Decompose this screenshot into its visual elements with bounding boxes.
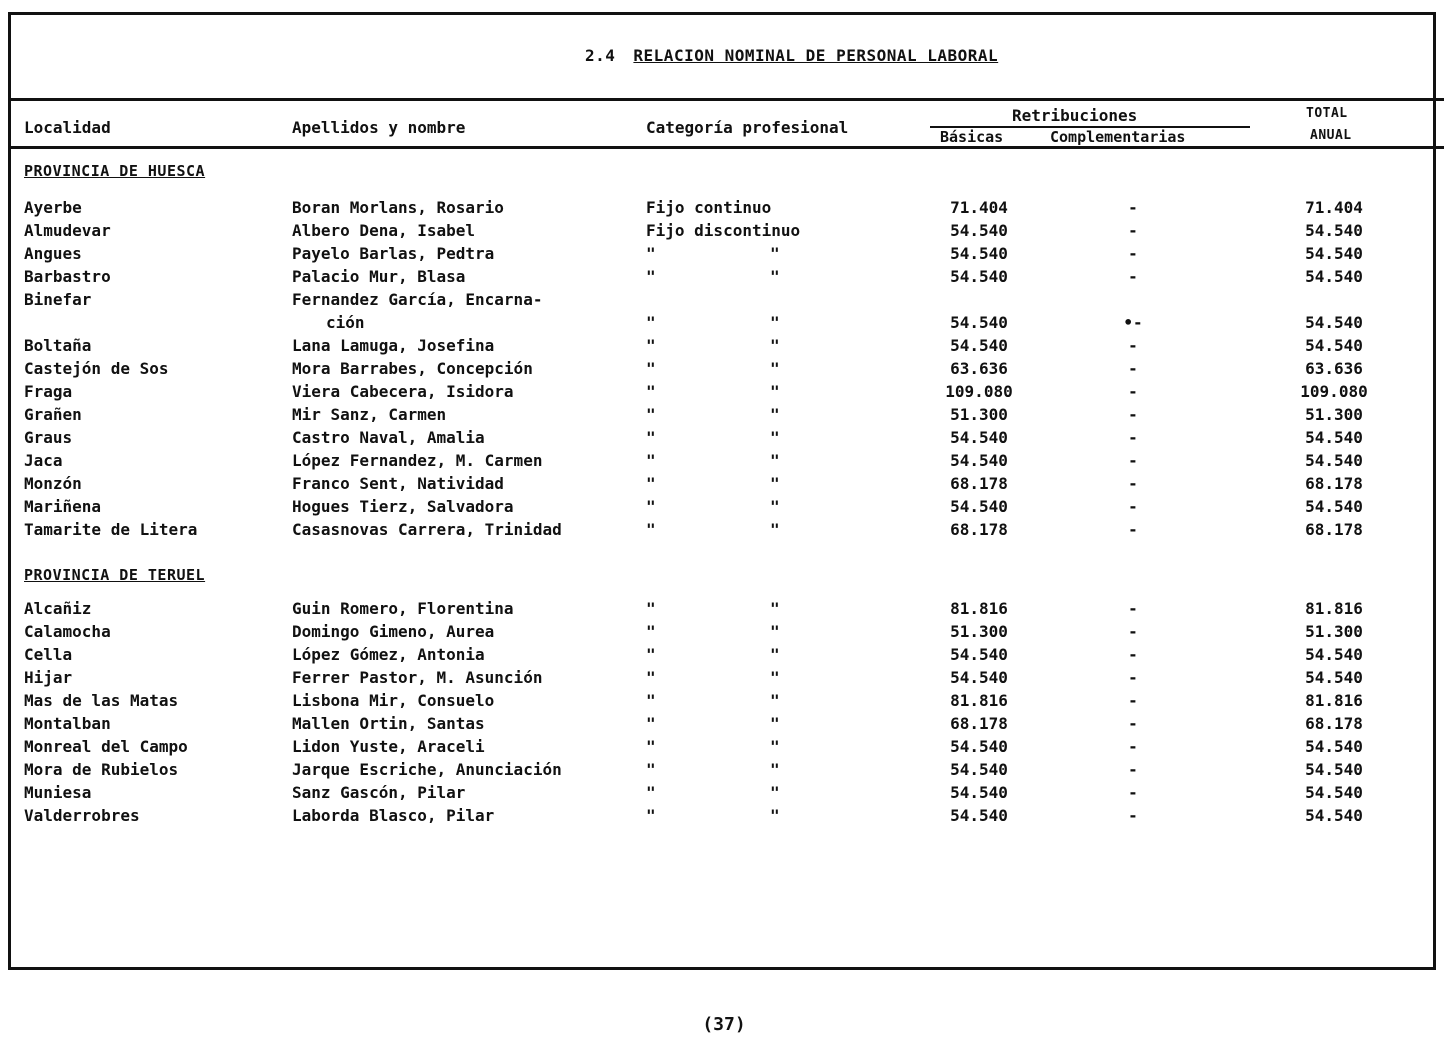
cell-categoria-ditto: " [770, 622, 780, 641]
section-number: 2.4 [585, 46, 616, 65]
cell-complementarias: - [1128, 497, 1138, 516]
cell-basicas: 54.540 [950, 221, 1008, 240]
cell-localidad: Boltaña [24, 336, 92, 355]
table-row [0, 474, 1448, 497]
cell-complementarias: - [1128, 622, 1138, 641]
page-number: (37) [702, 1014, 746, 1035]
cell-nombre: ción [326, 313, 365, 332]
cell-nombre: Payelo Barlas, Pedtra [292, 244, 495, 263]
cell-localidad: Grañen [24, 405, 82, 424]
cell-total: 54.540 [1305, 497, 1363, 516]
cell-categoria: " [646, 336, 656, 355]
cell-basicas: 54.540 [950, 645, 1008, 664]
cell-localidad: Alcañiz [24, 599, 92, 618]
cell-complementarias: - [1128, 520, 1138, 539]
cell-categoria: " [646, 313, 656, 332]
cell-categoria-ditto: " [770, 336, 780, 355]
cell-categoria: " [646, 691, 656, 710]
table-row [0, 267, 1448, 290]
cell-categoria: " [646, 668, 656, 687]
title-text: RELACION NOMINAL DE PERSONAL LABORAL [633, 46, 999, 65]
table-row [0, 221, 1448, 244]
cell-categoria: Fijo continuo [646, 198, 772, 217]
cell-categoria: " [646, 474, 656, 493]
header-bottom-rule [8, 146, 1444, 149]
cell-categoria: Fijo discontinuo [646, 221, 801, 240]
cell-complementarias: - [1128, 244, 1138, 263]
cell-basicas: 54.540 [950, 668, 1008, 687]
cell-complementarias: - [1128, 198, 1138, 217]
cell-nombre: Casasnovas Carrera, Trinidad [292, 520, 562, 539]
cell-total: 54.540 [1305, 451, 1363, 470]
cell-categoria-ditto: " [770, 451, 780, 470]
cell-complementarias: - [1128, 668, 1138, 687]
table-row [0, 290, 1448, 313]
cell-localidad: Monreal del Campo [24, 737, 188, 756]
cell-nombre: Albero Dena, Isabel [292, 221, 476, 240]
header-total: TOTAL [1306, 106, 1348, 121]
cell-complementarias: - [1128, 428, 1138, 447]
cell-nombre: Lidon Yuste, Araceli [292, 737, 485, 756]
section-title-teruel: PROVINCIA DE TERUEL [24, 566, 206, 584]
cell-categoria-ditto: " [770, 497, 780, 516]
table-row [0, 760, 1448, 783]
table-row [0, 599, 1448, 622]
cell-categoria-ditto: " [770, 783, 780, 802]
cell-complementarias: - [1128, 645, 1138, 664]
cell-total: 68.178 [1305, 520, 1363, 539]
cell-localidad: Castejón de Sos [24, 359, 169, 378]
cell-basicas: 68.178 [950, 474, 1008, 493]
cell-nombre: Guin Romero, Florentina [292, 599, 514, 618]
table-row [0, 405, 1448, 428]
cell-total: 51.300 [1305, 405, 1363, 424]
cell-basicas: 54.540 [950, 737, 1008, 756]
cell-basicas: 54.540 [950, 806, 1008, 825]
cell-total: 54.540 [1305, 737, 1363, 756]
document-title [585, 46, 998, 65]
cell-total: 54.540 [1305, 428, 1363, 447]
cell-total: 54.540 [1305, 336, 1363, 355]
cell-localidad: Hijar [24, 668, 73, 687]
cell-basicas: 54.540 [950, 313, 1008, 332]
cell-complementarias: - [1128, 806, 1138, 825]
table-row [0, 198, 1448, 221]
header-retribuciones: Retribuciones [1012, 106, 1138, 125]
cell-basicas: 68.178 [950, 520, 1008, 539]
cell-complementarias: - [1128, 221, 1138, 240]
cell-categoria-ditto: " [770, 244, 780, 263]
cell-complementarias: - [1128, 474, 1138, 493]
table-row [0, 359, 1448, 382]
cell-basicas: 109.080 [945, 382, 1013, 401]
cell-nombre: Hogues Tierz, Salvadora [292, 497, 514, 516]
cell-complementarias: - [1128, 359, 1138, 378]
cell-categoria: " [646, 497, 656, 516]
cell-total: 68.178 [1305, 474, 1363, 493]
header-anual: ANUAL [1310, 128, 1352, 143]
cell-nombre: Ferrer Pastor, M. Asunción [292, 668, 543, 687]
cell-nombre: Mora Barrabes, Concepción [292, 359, 533, 378]
table-row [0, 336, 1448, 359]
cell-categoria: " [646, 806, 656, 825]
cell-nombre: Lisbona Mir, Consuelo [292, 691, 495, 710]
cell-total: 54.540 [1305, 760, 1363, 779]
cell-categoria-ditto: " [770, 520, 780, 539]
table-row [0, 783, 1448, 806]
table-row [0, 520, 1448, 543]
cell-categoria-ditto: " [770, 428, 780, 447]
section-title-huesca: PROVINCIA DE HUESCA [24, 162, 206, 180]
cell-basicas: 63.636 [950, 359, 1008, 378]
cell-localidad: Ayerbe [24, 198, 82, 217]
cell-localidad: Almudevar [24, 221, 111, 240]
cell-basicas: 51.300 [950, 622, 1008, 641]
cell-categoria: " [646, 428, 656, 447]
cell-categoria: " [646, 760, 656, 779]
cell-nombre: Fernandez García, Encarna- [292, 290, 543, 309]
cell-categoria-ditto: " [770, 359, 780, 378]
cell-localidad: Angues [24, 244, 82, 263]
cell-basicas: 54.540 [950, 783, 1008, 802]
cell-complementarias: - [1128, 267, 1138, 286]
cell-total: 54.540 [1305, 668, 1363, 687]
cell-categoria-ditto: " [770, 267, 780, 286]
table-row [0, 622, 1448, 645]
cell-categoria: " [646, 267, 656, 286]
cell-localidad: Montalban [24, 714, 111, 733]
header-localidad: Localidad [24, 118, 111, 137]
cell-localidad: Tamarite de Litera [24, 520, 198, 539]
header-top-rule [8, 98, 1444, 101]
cell-basicas: 54.540 [950, 336, 1008, 355]
table-row [0, 451, 1448, 474]
cell-categoria: " [646, 714, 656, 733]
cell-nombre: Boran Morlans, Rosario [292, 198, 504, 217]
cell-categoria-ditto: " [770, 313, 780, 332]
cell-nombre: López Fernandez, M. Carmen [292, 451, 543, 470]
table-row [0, 691, 1448, 714]
table-row [0, 382, 1448, 405]
cell-localidad: Valderrobres [24, 806, 140, 825]
cell-localidad: Muniesa [24, 783, 92, 802]
header-categoria: Categoría profesional [646, 118, 849, 137]
cell-basicas: 68.178 [950, 714, 1008, 733]
cell-total: 54.540 [1305, 313, 1363, 332]
cell-total: 54.540 [1305, 221, 1363, 240]
cell-categoria-ditto: " [770, 599, 780, 618]
cell-total: 68.178 [1305, 714, 1363, 733]
cell-categoria-ditto: " [770, 737, 780, 756]
cell-nombre: Palacio Mur, Blasa [292, 267, 466, 286]
cell-localidad: Barbastro [24, 267, 111, 286]
cell-complementarias: - [1128, 382, 1138, 401]
cell-categoria: " [646, 244, 656, 263]
cell-basicas: 71.404 [950, 198, 1008, 217]
cell-complementarias: - [1128, 691, 1138, 710]
cell-complementarias: - [1128, 760, 1138, 779]
cell-categoria: " [646, 783, 656, 802]
cell-localidad: Mas de las Matas [24, 691, 179, 710]
cell-complementarias: - [1128, 405, 1138, 424]
cell-basicas: 51.300 [950, 405, 1008, 424]
cell-basicas: 81.816 [950, 599, 1008, 618]
table-row [0, 313, 1448, 336]
cell-categoria: " [646, 451, 656, 470]
cell-total: 51.300 [1305, 622, 1363, 641]
cell-total: 54.540 [1305, 244, 1363, 263]
cell-total: 81.816 [1305, 691, 1363, 710]
cell-localidad: Fraga [24, 382, 73, 401]
cell-categoria: " [646, 382, 656, 401]
cell-basicas: 54.540 [950, 428, 1008, 447]
cell-categoria: " [646, 520, 656, 539]
cell-categoria: " [646, 405, 656, 424]
cell-total: 54.540 [1305, 806, 1363, 825]
cell-localidad: Mora de Rubielos [24, 760, 179, 779]
cell-categoria-ditto: " [770, 806, 780, 825]
cell-basicas: 54.540 [950, 451, 1008, 470]
cell-nombre: Domingo Gimeno, Aurea [292, 622, 495, 641]
cell-total: 109.080 [1300, 382, 1368, 401]
cell-categoria: " [646, 645, 656, 664]
cell-categoria-ditto: " [770, 691, 780, 710]
cell-localidad: Cella [24, 645, 73, 664]
cell-categoria-ditto: " [770, 714, 780, 733]
cell-complementarias: - [1128, 336, 1138, 355]
header-basicas: Básicas [940, 128, 1004, 146]
cell-localidad: Graus [24, 428, 73, 447]
cell-basicas: 54.540 [950, 244, 1008, 263]
cell-total: 54.540 [1305, 783, 1363, 802]
header-apellidos: Apellidos y nombre [292, 118, 466, 137]
cell-categoria: " [646, 622, 656, 641]
cell-localidad: Binefar [24, 290, 92, 309]
cell-complementarias: •- [1123, 313, 1143, 332]
cell-total: 71.404 [1305, 198, 1363, 217]
table-row [0, 428, 1448, 451]
cell-nombre: López Gómez, Antonia [292, 645, 485, 664]
cell-basicas: 54.540 [950, 267, 1008, 286]
cell-complementarias: - [1128, 599, 1138, 618]
table-row [0, 714, 1448, 737]
cell-complementarias: - [1128, 737, 1138, 756]
cell-categoria: " [646, 359, 656, 378]
header-complementarias: Complementarias [1050, 128, 1186, 146]
cell-basicas: 54.540 [950, 497, 1008, 516]
cell-categoria-ditto: " [770, 382, 780, 401]
cell-complementarias: - [1128, 451, 1138, 470]
cell-nombre: Laborda Blasco, Pilar [292, 806, 495, 825]
table-row [0, 497, 1448, 520]
cell-nombre: Viera Cabecera, Isidora [292, 382, 514, 401]
table-row [0, 737, 1448, 760]
cell-nombre: Jarque Escriche, Anunciación [292, 760, 562, 779]
cell-categoria-ditto: " [770, 474, 780, 493]
cell-total: 63.636 [1305, 359, 1363, 378]
cell-nombre: Lana Lamuga, Josefina [292, 336, 495, 355]
cell-categoria-ditto: " [770, 405, 780, 424]
cell-localidad: Monzón [24, 474, 82, 493]
table-row [0, 668, 1448, 691]
cell-categoria: " [646, 599, 656, 618]
cell-basicas: 81.816 [950, 691, 1008, 710]
table-row [0, 645, 1448, 668]
cell-total: 54.540 [1305, 267, 1363, 286]
cell-nombre: Franco Sent, Natividad [292, 474, 504, 493]
cell-nombre: Mallen Ortin, Santas [292, 714, 485, 733]
table-row [0, 806, 1448, 829]
cell-total: 54.540 [1305, 645, 1363, 664]
cell-complementarias: - [1128, 714, 1138, 733]
cell-categoria-ditto: " [770, 668, 780, 687]
table-row [0, 244, 1448, 267]
cell-localidad: Jaca [24, 451, 63, 470]
cell-localidad: Mariñena [24, 497, 102, 516]
cell-categoria-ditto: " [770, 760, 780, 779]
cell-basicas: 54.540 [950, 760, 1008, 779]
cell-total: 81.816 [1305, 599, 1363, 618]
cell-localidad: Calamocha [24, 622, 111, 641]
cell-categoria: " [646, 737, 656, 756]
cell-nombre: Mir Sanz, Carmen [292, 405, 447, 424]
cell-complementarias: - [1128, 783, 1138, 802]
cell-nombre: Castro Naval, Amalia [292, 428, 485, 447]
cell-categoria-ditto: " [770, 645, 780, 664]
cell-nombre: Sanz Gascón, Pilar [292, 783, 466, 802]
